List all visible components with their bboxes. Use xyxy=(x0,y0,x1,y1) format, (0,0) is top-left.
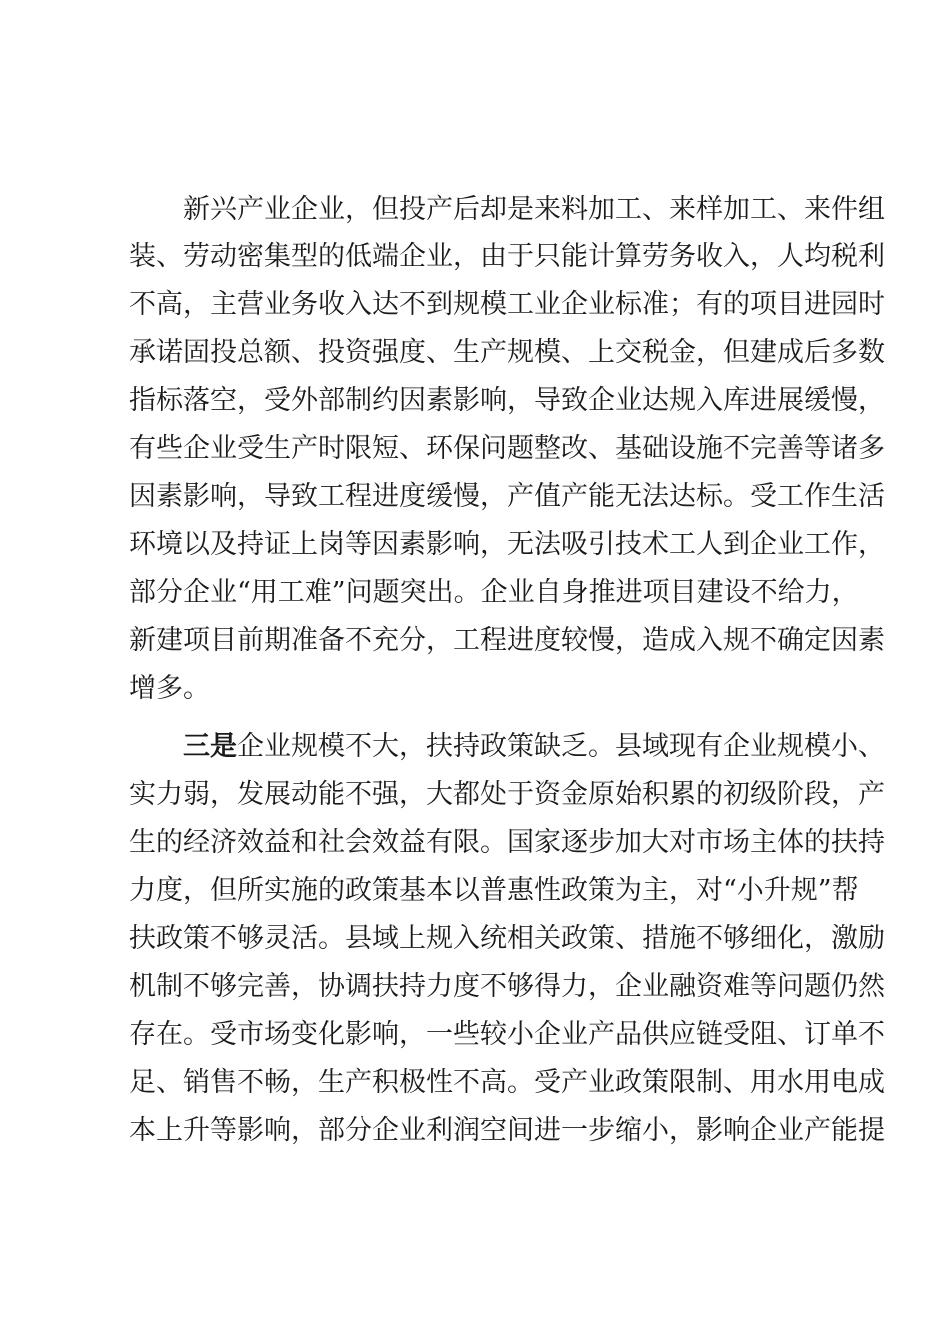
paragraph-1-line-4: 承诺固投总额、投资强度、生产规模、上交税金，但建成后多数 xyxy=(129,337,885,368)
paragraph-2-line-9: 本上升等影响，部分企业利润空间进一步缩小，影响企业产能提 xyxy=(129,1115,885,1146)
paragraph-2-line-8: 足、销售不畅，生产积极性不高。受产业政策限制、用水用电成 xyxy=(129,1067,885,1098)
paragraph-2-line-1 xyxy=(183,723,885,771)
paragraph-1-line-1: 新兴产业企业，但投产后却是来料加工、来样加工、来件组 xyxy=(183,194,885,225)
paragraph-1-line-5: 指标落空，受外部制约因素影响，导致企业达规入库进展缓慢， xyxy=(129,385,885,416)
paragraph-2-line-2: 实力弱，发展动能不强，大都处于资金原始积累的初级阶段，产 xyxy=(129,779,885,810)
paragraph-1-line-6: 有些企业受生产时限短、环保问题整改、基础设施不完善等诸多 xyxy=(129,433,885,464)
paragraph-1-line-3: 不高，主营业务收入达不到规模工业企业标准；有的项目进园时 xyxy=(129,289,885,320)
paragraph-1-line-7: 因素影响，导致工程进度缓慢，产值产能无法达标。受工作生活 xyxy=(129,481,885,512)
paragraph-2-lead-bold: 三是 xyxy=(183,731,237,762)
paragraph-2-line-6: 机制不够完善，协调扶持力度不够得力，企业融资难等问题仍然 xyxy=(129,971,885,1002)
paragraph-1-line-8: 环境以及持证上岗等因素影响，无法吸引技术工人到企业工作， xyxy=(129,529,885,560)
paragraph-2-line-4: 力度，但所实施的政策基本以普惠性政策为主，对“小升规”帮 xyxy=(129,875,859,906)
paragraph-1-line-2: 装、劳动密集型的低端企业，由于只能计算劳务收入，人均税利 xyxy=(129,241,885,272)
paragraph-2-lead-rest: 企业规模不大，扶持政策缺乏。县域现有企业规模小、 xyxy=(237,731,885,762)
paragraph-1-line-9: 部分企业“用工难”问题突出。企业自身推进项目建设不给力， xyxy=(129,577,859,608)
paragraph-2-line-7: 存在。受市场变化影响，一些较小企业产品供应链受阻、订单不 xyxy=(129,1019,885,1050)
paragraph-1-line-11: 增多。 xyxy=(129,673,210,704)
paragraph-2-line-5: 扶政策不够灵活。县域上规入统相关政策、措施不够细化，激励 xyxy=(129,923,885,954)
paragraph-1-line-10: 新建项目前期准备不充分，工程进度较慢，造成入规不确定因素 xyxy=(129,625,885,656)
paragraph-2-line-3: 生的经济效益和社会效益有限。国家逐步加大对市场主体的扶持 xyxy=(129,827,885,858)
